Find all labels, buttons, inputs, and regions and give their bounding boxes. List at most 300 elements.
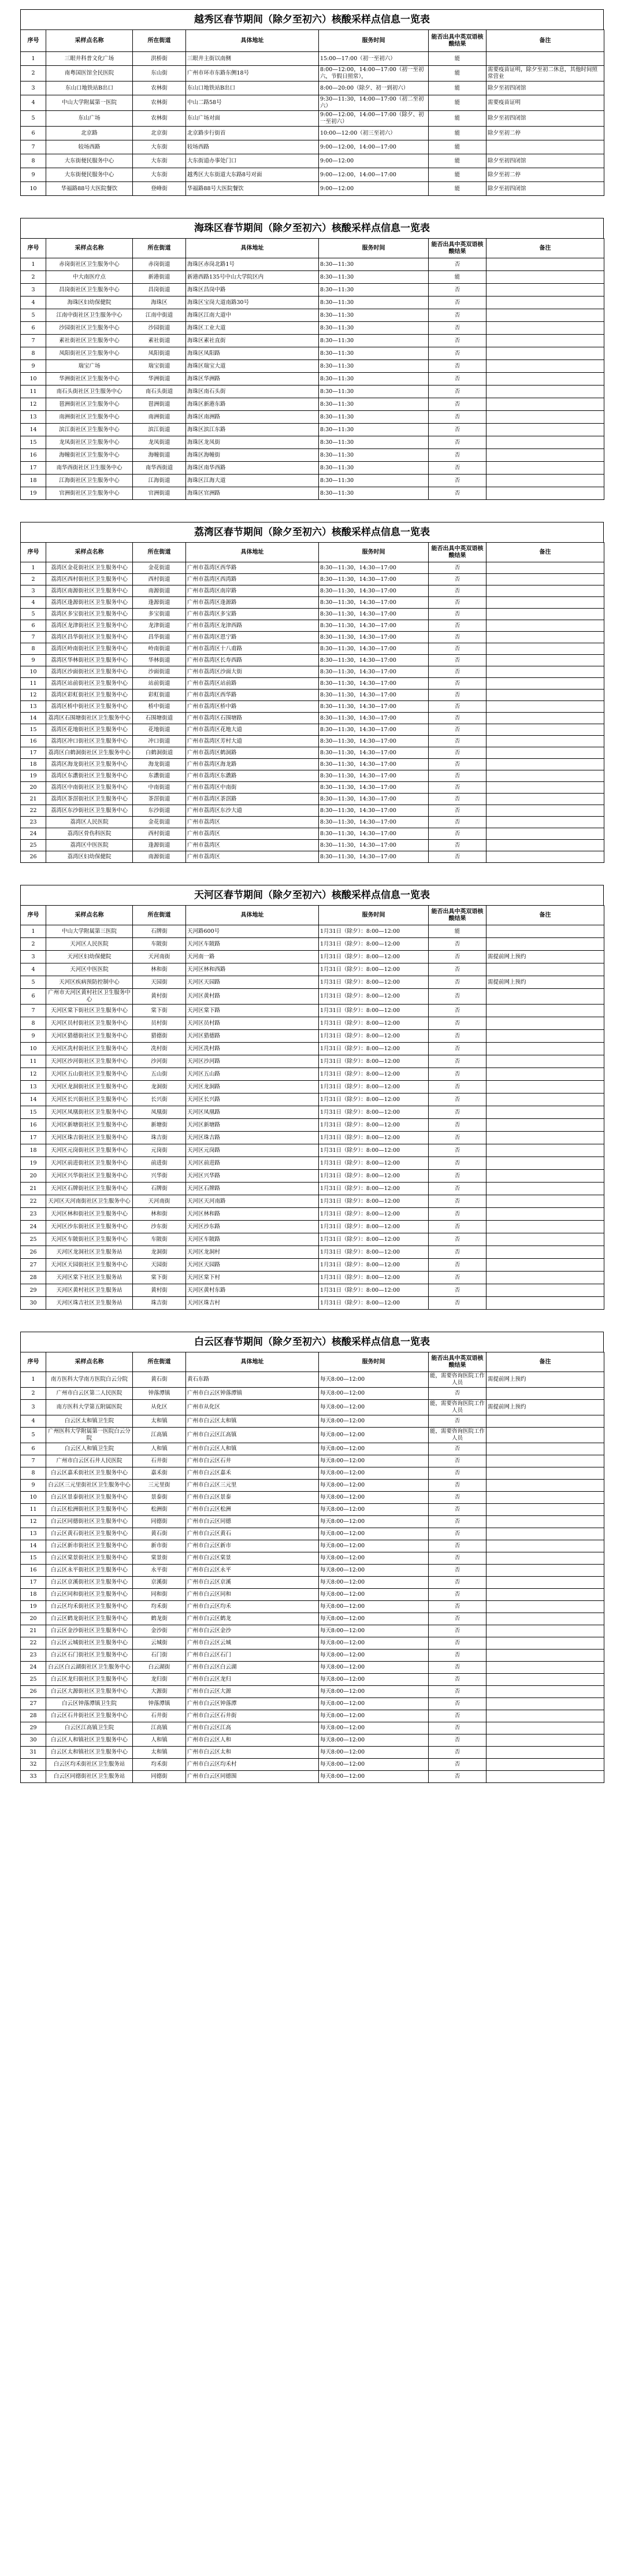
table-row bbox=[21, 386, 604, 398]
table-cell: 花地街道 bbox=[133, 724, 186, 736]
table-cell: 否 bbox=[429, 1443, 486, 1455]
table-row bbox=[21, 701, 604, 713]
table-cell: 1月31日（除夕）：8:00—12:00 bbox=[319, 1119, 429, 1132]
table-cell bbox=[486, 655, 604, 666]
table-cell: 沙面街道 bbox=[133, 666, 186, 678]
table-cell: 天河区龙洞社区卫生服务站 bbox=[46, 1246, 133, 1259]
table-cell: 能，需要咨询医院工作人员 bbox=[429, 1400, 486, 1415]
table-cell: 否 bbox=[429, 1467, 486, 1480]
table-cell: 林和街 bbox=[133, 963, 186, 976]
table-cell: 每天8:00—12:00 bbox=[319, 1577, 429, 1589]
table-cell: 海珠区华洲路 bbox=[186, 373, 319, 386]
table-cell: 否 bbox=[429, 1132, 486, 1144]
table-cell: 9 bbox=[21, 655, 46, 666]
table-cell: 1月31日（除夕）：8:00—12:00 bbox=[319, 1157, 429, 1170]
table-cell: 否 bbox=[429, 770, 486, 782]
table-cell: 广州市白云区鹤龙 bbox=[186, 1613, 319, 1625]
table-cell: 金花街道 bbox=[133, 562, 186, 574]
table-row bbox=[21, 1297, 604, 1310]
table-cell: 中山二路58号 bbox=[186, 95, 319, 111]
table-cell bbox=[486, 1106, 604, 1119]
table-cell: 天河区沙东路 bbox=[186, 1221, 319, 1233]
table-cell: 8:30—11:30 bbox=[319, 373, 429, 386]
table-cell: 荔湾区龙津街社区卫生服务中心 bbox=[46, 620, 133, 632]
district-section bbox=[20, 885, 604, 1310]
table-cell: 棠景街 bbox=[133, 1552, 186, 1565]
table-cell: 11 bbox=[21, 1504, 46, 1516]
table-cell: 白云区江高镇卫生院 bbox=[46, 1722, 133, 1734]
table-cell: 21 bbox=[21, 794, 46, 805]
table-cell: 西村街道 bbox=[133, 828, 186, 840]
table-header-row bbox=[21, 239, 604, 258]
table-cell: 荔湾区妇幼保健院 bbox=[46, 851, 133, 863]
table-cell: 否 bbox=[429, 1734, 486, 1747]
table-cell: 沙东街 bbox=[133, 1221, 186, 1233]
table-cell: 31 bbox=[21, 1747, 46, 1759]
table-row bbox=[21, 1747, 604, 1759]
table-cell: 天河路600号 bbox=[186, 925, 319, 938]
table-cell: 否 bbox=[429, 462, 486, 475]
table-cell: 龙归街 bbox=[133, 1674, 186, 1686]
table-cell bbox=[486, 585, 604, 597]
section-gap bbox=[0, 1310, 624, 1332]
sections-container bbox=[0, 9, 624, 1783]
table-cell: 海珠区工业大道 bbox=[186, 322, 319, 335]
table-row bbox=[21, 1106, 604, 1119]
table-cell: 广州市荔湾区花地大道 bbox=[186, 724, 319, 736]
column-header: 序号 bbox=[21, 239, 46, 258]
table-cell: 9:00—12:00，14:00—17:00 bbox=[319, 168, 429, 182]
table-cell: 广州市荔湾区鹤洞路 bbox=[186, 747, 319, 759]
table-cell: 8:30—11:30，14:30—17:00 bbox=[319, 782, 429, 794]
table-cell: 荔湾区海龙街社区卫生服务中心 bbox=[46, 759, 133, 770]
table-row bbox=[21, 398, 604, 411]
table-cell: 能 bbox=[429, 154, 486, 168]
table-cell: 黄石街 bbox=[133, 1528, 186, 1540]
table-cell: 南石头街社区卫生服务中心 bbox=[46, 386, 133, 398]
table-cell: 天河区林和街社区卫生服务中心 bbox=[46, 1208, 133, 1221]
table-cell: 荔湾区茶滘街社区卫生服务中心 bbox=[46, 794, 133, 805]
table-cell: 同德街 bbox=[133, 1771, 186, 1783]
table-cell bbox=[486, 436, 604, 449]
table-cell bbox=[486, 309, 604, 322]
table-cell: 每天8:00—12:00 bbox=[319, 1747, 429, 1759]
table-cell: 14 bbox=[21, 1094, 46, 1106]
table-row bbox=[21, 938, 604, 951]
table-row bbox=[21, 66, 604, 81]
table-cell: 每天8:00—12:00 bbox=[319, 1504, 429, 1516]
table-cell: 否 bbox=[429, 1662, 486, 1674]
table-cell: 广州市荔湾区东沙大道 bbox=[186, 805, 319, 817]
table-cell: 3 bbox=[21, 1400, 46, 1415]
column-header: 备注 bbox=[486, 239, 604, 258]
table-cell: 天河区珠吉社区卫生服务站 bbox=[46, 1297, 133, 1310]
table-cell: 车陂街 bbox=[133, 938, 186, 951]
table-row bbox=[21, 296, 604, 309]
table-row bbox=[21, 770, 604, 782]
table-cell: 白云区同和街社区卫生服务中心 bbox=[46, 1589, 133, 1601]
table-cell bbox=[486, 938, 604, 951]
table-cell: 1月31日（除夕）：8:00—12:00 bbox=[319, 1208, 429, 1221]
table-cell: 广州市荔湾区十八甫路 bbox=[186, 643, 319, 655]
table-cell: 8:30—11:30 bbox=[319, 449, 429, 462]
table-cell: 26 bbox=[21, 1246, 46, 1259]
table-cell: 荔湾区站前街社区卫生服务中心 bbox=[46, 678, 133, 690]
table-cell: 1月31日（除夕）：8:00—12:00 bbox=[319, 925, 429, 938]
table-cell: 广州市白云区第二人民医院 bbox=[46, 1388, 133, 1400]
table-cell: 否 bbox=[429, 989, 486, 1005]
table-cell: 江海街社区卫生服务中心 bbox=[46, 475, 133, 487]
table-cell bbox=[486, 770, 604, 782]
table-cell: 19 bbox=[21, 1157, 46, 1170]
table-cell bbox=[486, 487, 604, 500]
table-row bbox=[21, 817, 604, 828]
table-cell: 广州市白云区三元里 bbox=[186, 1480, 319, 1492]
table-cell: 广州市荔湾区南岸路 bbox=[186, 585, 319, 597]
table-cell bbox=[486, 1589, 604, 1601]
section-title: 荔湾区春节期间（除夕至初六）核酸采样点信息一览表 bbox=[20, 522, 604, 542]
table-cell: 白云区人和镇社区卫生服务中心 bbox=[46, 1734, 133, 1747]
table-cell: 昌岗街社区卫生服务中心 bbox=[46, 284, 133, 296]
table-cell: 8:30—11:30，14:30—17:00 bbox=[319, 817, 429, 828]
table-cell: 东山街 bbox=[133, 66, 186, 81]
table-cell: 农林街 bbox=[133, 95, 186, 111]
table-cell: 东山口地铁站B出口 bbox=[46, 81, 133, 95]
column-header: 序号 bbox=[21, 906, 46, 925]
table-row bbox=[21, 1043, 604, 1055]
table-cell bbox=[486, 1259, 604, 1272]
table-cell: 10:00—12:00（初三至初六） bbox=[319, 127, 429, 140]
table-cell: 否 bbox=[429, 1233, 486, 1246]
table-cell: 20 bbox=[21, 1170, 46, 1183]
table-cell: 天河区珠吉村 bbox=[186, 1297, 319, 1310]
table-row bbox=[21, 1613, 604, 1625]
table-cell: 否 bbox=[429, 1480, 486, 1492]
table-cell: 20 bbox=[21, 1613, 46, 1625]
table-cell: 桥中街道 bbox=[133, 701, 186, 713]
table-cell: 否 bbox=[429, 411, 486, 424]
table-cell: 2 bbox=[21, 938, 46, 951]
table-row bbox=[21, 1208, 604, 1221]
table-cell: 1月31日（除夕）：8:00—12:00 bbox=[319, 989, 429, 1005]
table-cell: 荔湾区彩虹街社区卫生服务中心 bbox=[46, 690, 133, 701]
table-cell: 否 bbox=[429, 678, 486, 690]
table-row bbox=[21, 1388, 604, 1400]
table-cell: 荔湾区骨伤科医院 bbox=[46, 828, 133, 840]
table-cell bbox=[486, 1662, 604, 1674]
table-cell: 1月31日（除夕）：8:00—12:00 bbox=[319, 1284, 429, 1297]
table-row bbox=[21, 1722, 604, 1734]
table-cell: 29 bbox=[21, 1284, 46, 1297]
table-cell: 17 bbox=[21, 1577, 46, 1589]
table-cell: 广州市白云区同德围 bbox=[186, 1771, 319, 1783]
table-cell: 人和镇 bbox=[133, 1734, 186, 1747]
table-cell: 25 bbox=[21, 1674, 46, 1686]
table-cell: 新港街道 bbox=[133, 271, 186, 284]
table-cell: 广州市荔湾区西华路 bbox=[186, 562, 319, 574]
table-cell: 否 bbox=[429, 1246, 486, 1259]
table-cell: 海珠区宝岗大道南路30号 bbox=[186, 296, 319, 309]
table-cell: 1月31日（除夕）：8:00—12:00 bbox=[319, 1017, 429, 1030]
table-cell: 荔湾区沙面街社区卫生服务中心 bbox=[46, 666, 133, 678]
table-row bbox=[21, 1372, 604, 1388]
column-header: 采样点名称 bbox=[46, 30, 133, 52]
table-cell: 昌岗街道 bbox=[133, 284, 186, 296]
table-cell: 每天8:00—12:00 bbox=[319, 1428, 429, 1443]
table-cell: 天河区员村街社区卫生服务中心 bbox=[46, 1017, 133, 1030]
table-cell: 32 bbox=[21, 1759, 46, 1771]
table-cell: 彩虹街道 bbox=[133, 690, 186, 701]
table-cell: 否 bbox=[429, 794, 486, 805]
table-row bbox=[21, 562, 604, 574]
table-cell: 12 bbox=[21, 1068, 46, 1081]
table-cell: 广州市荔湾区站前路 bbox=[186, 678, 319, 690]
table-cell: 每天8:00—12:00 bbox=[319, 1415, 429, 1428]
table-cell: 天河区兴华街社区卫生服务中心 bbox=[46, 1170, 133, 1183]
column-header: 能否出具中英双语核酸结果 bbox=[429, 30, 486, 52]
table-row bbox=[21, 1272, 604, 1284]
table-cell bbox=[486, 1119, 604, 1132]
table-cell: 广州市荔湾区海龙路 bbox=[186, 759, 319, 770]
table-cell: 南源街道 bbox=[133, 585, 186, 597]
table-cell: 白云区新市街社区卫生服务中心 bbox=[46, 1540, 133, 1552]
table-row bbox=[21, 736, 604, 747]
table-cell: 石牌街 bbox=[133, 925, 186, 938]
table-row bbox=[21, 487, 604, 500]
table-cell: 8:30—11:30，14:30—17:00 bbox=[319, 620, 429, 632]
table-cell: 14 bbox=[21, 424, 46, 436]
table-cell: 石牌街 bbox=[133, 1183, 186, 1195]
table-row bbox=[21, 690, 604, 701]
table-cell: 瑞宝广场 bbox=[46, 360, 133, 373]
table-cell bbox=[486, 1650, 604, 1662]
table-cell: 1月31日（除夕）：8:00—12:00 bbox=[319, 1055, 429, 1068]
table-cell: 28 bbox=[21, 1710, 46, 1722]
table-cell bbox=[486, 1625, 604, 1637]
table-row bbox=[21, 1480, 604, 1492]
table-cell: 12 bbox=[21, 1516, 46, 1528]
table-cell: 广州市荔湾区 bbox=[186, 828, 319, 840]
table-row bbox=[21, 475, 604, 487]
sampling-table bbox=[20, 29, 604, 196]
column-header: 采样点名称 bbox=[46, 239, 133, 258]
table-cell: 天河区棠下街社区卫生服务中心 bbox=[46, 1005, 133, 1017]
table-cell: 广州市白云区永平 bbox=[186, 1565, 319, 1577]
table-cell: 否 bbox=[429, 562, 486, 574]
table-cell: 荔湾区西村街社区卫生服务中心 bbox=[46, 574, 133, 585]
table-cell bbox=[486, 1577, 604, 1589]
table-cell: 多宝街道 bbox=[133, 609, 186, 620]
table-cell: 黄石东路 bbox=[186, 1372, 319, 1388]
table-cell: 否 bbox=[429, 736, 486, 747]
table-cell: 广州市白云区京溪 bbox=[186, 1577, 319, 1589]
table-row bbox=[21, 1674, 604, 1686]
table-cell: 21 bbox=[21, 1625, 46, 1637]
table-cell: 每天8:00—12:00 bbox=[319, 1400, 429, 1415]
column-header: 能否出具中英双语核酸结果 bbox=[429, 1352, 486, 1372]
table-cell: 8:30—11:30 bbox=[319, 347, 429, 360]
column-header: 备注 bbox=[486, 30, 604, 52]
table-row bbox=[21, 271, 604, 284]
table-cell bbox=[486, 1674, 604, 1686]
table-cell: 否 bbox=[429, 1157, 486, 1170]
table-cell: 新港西路135号中山大学院区内 bbox=[186, 271, 319, 284]
table-cell: 赤岗街社区卫生服务中心 bbox=[46, 258, 133, 271]
table-cell: 8:30—11:30，14:30—17:00 bbox=[319, 643, 429, 655]
section-title: 海珠区春节期间（除夕至初六）核酸采样点信息一览表 bbox=[20, 218, 604, 238]
table-row bbox=[21, 1183, 604, 1195]
table-cell: 广州医科大学附属第一医院白云分院 bbox=[46, 1428, 133, 1443]
table-cell: 荔湾区人民医院 bbox=[46, 817, 133, 828]
table-cell: 天河区中医医院 bbox=[46, 963, 133, 976]
table-cell: 8 bbox=[21, 347, 46, 360]
table-row bbox=[21, 436, 604, 449]
table-cell: 天河区员村路 bbox=[186, 1017, 319, 1030]
table-cell: 较场西路 bbox=[186, 140, 319, 154]
table-cell bbox=[486, 1005, 604, 1017]
table-cell: 冲口街道 bbox=[133, 736, 186, 747]
table-row bbox=[21, 1094, 604, 1106]
table-cell: 中山大学附属第三医院 bbox=[46, 925, 133, 938]
table-cell: 白云区云城街社区卫生服务中心 bbox=[46, 1637, 133, 1650]
table-cell: 荔湾区逢源街社区卫生服务中心 bbox=[46, 597, 133, 609]
table-cell: 白云区松洲街社区卫生服务中心 bbox=[46, 1504, 133, 1516]
table-cell: 海珠区赤岗北路1号 bbox=[186, 258, 319, 271]
table-cell: 白云区永平街社区卫生服务中心 bbox=[46, 1565, 133, 1577]
table-cell: 天河区冼村路 bbox=[186, 1043, 319, 1055]
table-cell: 否 bbox=[429, 1504, 486, 1516]
table-cell: 1月31日（除夕）：8:00—12:00 bbox=[319, 938, 429, 951]
table-cell: 新塘街 bbox=[133, 1119, 186, 1132]
table-row bbox=[21, 597, 604, 609]
table-cell: 天河区元岗街社区卫生服务中心 bbox=[46, 1144, 133, 1157]
table-cell: 9:00—12:00，14:00—17:00 bbox=[319, 140, 429, 154]
table-cell: 能 bbox=[429, 168, 486, 182]
table-cell: 天河区天河南街社区卫生服务中心 bbox=[46, 1195, 133, 1208]
table-cell: 白云区均禾街社区卫生服务站 bbox=[46, 1759, 133, 1771]
table-cell bbox=[486, 989, 604, 1005]
table-cell: 8:30—11:30 bbox=[319, 424, 429, 436]
table-cell: 广州市荔湾区西华路 bbox=[186, 690, 319, 701]
table-row bbox=[21, 1119, 604, 1132]
table-cell: 广州市白云区景泰 bbox=[186, 1492, 319, 1504]
table-cell: 海珠区妇幼保健院 bbox=[46, 296, 133, 309]
table-cell: 否 bbox=[429, 1747, 486, 1759]
table-cell: 否 bbox=[429, 322, 486, 335]
table-row bbox=[21, 1157, 604, 1170]
table-cell: 16 bbox=[21, 736, 46, 747]
table-cell: 天河区凤凰街社区卫生服务中心 bbox=[46, 1106, 133, 1119]
table-cell: 9:00—12:00，14:00—17:00（除夕、初一至初六） bbox=[319, 111, 429, 127]
table-cell: 否 bbox=[429, 938, 486, 951]
table-row bbox=[21, 655, 604, 666]
table-cell: 白云区景泰街社区卫生服务中心 bbox=[46, 1492, 133, 1504]
table-cell: 8:30—11:30 bbox=[319, 296, 429, 309]
table-row bbox=[21, 805, 604, 817]
table-cell: 茶滘街道 bbox=[133, 794, 186, 805]
table-cell: 否 bbox=[429, 1455, 486, 1467]
table-cell: 8:30—11:30 bbox=[319, 411, 429, 424]
table-cell bbox=[486, 759, 604, 770]
table-cell: 否 bbox=[429, 487, 486, 500]
table-cell bbox=[486, 1170, 604, 1183]
table-cell: 白云区太和镇卫生院 bbox=[46, 1415, 133, 1428]
district-section bbox=[20, 218, 604, 500]
table-cell: 白云区三元里街社区卫生服务中心 bbox=[46, 1480, 133, 1492]
table-cell: 17 bbox=[21, 747, 46, 759]
table-cell: 白云区京溪街社区卫生服务中心 bbox=[46, 1577, 133, 1589]
table-cell bbox=[486, 828, 604, 840]
table-cell: 洪桥街 bbox=[133, 52, 186, 66]
table-cell: 否 bbox=[429, 1144, 486, 1157]
table-row bbox=[21, 424, 604, 436]
table-cell bbox=[486, 1637, 604, 1650]
table-row bbox=[21, 1132, 604, 1144]
table-row bbox=[21, 1221, 604, 1233]
table-cell bbox=[486, 1528, 604, 1540]
table-cell: 9:00—12:00 bbox=[319, 154, 429, 168]
table-cell: 南源街道 bbox=[133, 851, 186, 863]
table-row bbox=[21, 1284, 604, 1297]
table-cell: 否 bbox=[429, 1005, 486, 1017]
table-cell: 17 bbox=[21, 1132, 46, 1144]
table-header-row bbox=[21, 906, 604, 925]
table-cell: 逢源街道 bbox=[133, 840, 186, 851]
table-cell: 广州市荔湾区多宝路 bbox=[186, 609, 319, 620]
table-cell: 荔湾区花地街社区卫生服务中心 bbox=[46, 724, 133, 736]
table-cell: 能，需要咨询医院工作人员 bbox=[429, 1428, 486, 1443]
table-cell: 白云区石井街社区卫生服务中心 bbox=[46, 1710, 133, 1722]
table-cell: 天河区猎德街社区卫生服务中心 bbox=[46, 1030, 133, 1043]
table-cell: 能 bbox=[429, 111, 486, 127]
table-cell: 白云湖街 bbox=[133, 1662, 186, 1674]
table-cell: 否 bbox=[429, 1297, 486, 1310]
table-row bbox=[21, 258, 604, 271]
table-row bbox=[21, 1759, 604, 1771]
table-cell: 景泰街 bbox=[133, 1492, 186, 1504]
table-cell: 否 bbox=[429, 1284, 486, 1297]
table-row bbox=[21, 1577, 604, 1589]
table-cell: 1 bbox=[21, 1372, 46, 1388]
table-cell: 松洲街 bbox=[133, 1504, 186, 1516]
table-cell bbox=[486, 322, 604, 335]
table-cell bbox=[486, 782, 604, 794]
table-cell: 20 bbox=[21, 782, 46, 794]
table-cell: 京溪街 bbox=[133, 1577, 186, 1589]
table-cell: 钟落潭镇 bbox=[133, 1388, 186, 1400]
table-cell: 否 bbox=[429, 840, 486, 851]
table-cell bbox=[486, 1613, 604, 1625]
table-cell: 每天8:00—12:00 bbox=[319, 1467, 429, 1480]
table-cell: 龙洞街 bbox=[133, 1246, 186, 1259]
table-cell: 否 bbox=[429, 475, 486, 487]
table-row bbox=[21, 1400, 604, 1415]
table-cell: 石井街 bbox=[133, 1710, 186, 1722]
table-cell: 7 bbox=[21, 335, 46, 347]
table-cell: 天河区石牌街社区卫生服务中心 bbox=[46, 1183, 133, 1195]
table-cell: 白云区同德街社区卫生服务中心 bbox=[46, 1516, 133, 1528]
table-cell: 天河区五山街社区卫生服务中心 bbox=[46, 1068, 133, 1081]
table-cell: 否 bbox=[429, 724, 486, 736]
table-cell: 农林街 bbox=[133, 111, 186, 127]
table-cell: 白云区白云湖街社区卫生服务中心 bbox=[46, 1662, 133, 1674]
table-cell: 石围塘街道 bbox=[133, 713, 186, 724]
table-cell: 24 bbox=[21, 1221, 46, 1233]
table-cell: 否 bbox=[429, 1577, 486, 1589]
table-cell: 白云区太和镇社区卫生服务中心 bbox=[46, 1747, 133, 1759]
table-row bbox=[21, 963, 604, 976]
table-cell: 新市街 bbox=[133, 1540, 186, 1552]
